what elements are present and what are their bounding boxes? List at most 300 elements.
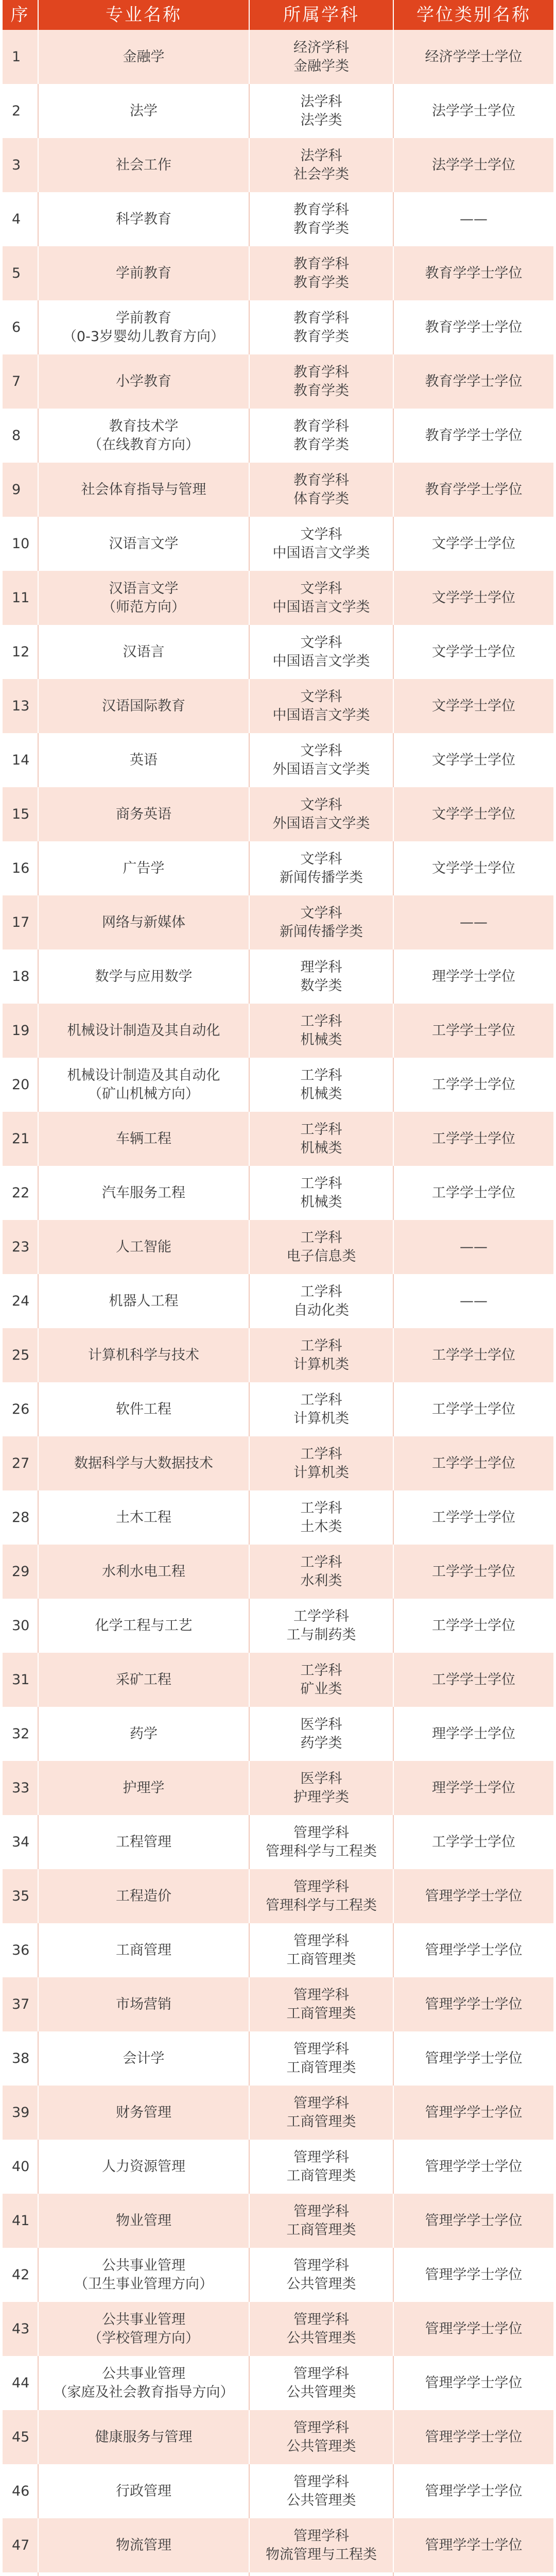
subject-line: 教育学类	[293, 220, 349, 236]
row-number: 6	[3, 300, 39, 354]
header-major-name: 专业名称	[39, 0, 250, 30]
row-number	[3, 2572, 39, 2576]
major-name	[39, 1545, 250, 1599]
major-name-line: 社会体育指导与管理	[81, 481, 206, 498]
row-number: 33	[3, 1761, 39, 1815]
subject-line: 文学科	[300, 635, 342, 651]
table-row	[3, 2356, 553, 2410]
row-number: 24	[3, 1274, 39, 1328]
major-name-line: 机械设计制造及其自动化	[67, 1067, 220, 1084]
row-number: 10	[3, 517, 39, 571]
table-header	[3, 0, 553, 30]
degree-type: 管理学学士学位	[425, 2266, 523, 2283]
degree-type: ——	[460, 1293, 488, 1309]
row-number: 15	[3, 787, 39, 841]
major-name-line: 市场营销	[116, 1996, 171, 2012]
table-row	[3, 517, 553, 571]
table-row	[3, 1977, 553, 2031]
degree-type: 文学学士学位	[432, 698, 515, 714]
subject-line: 教育学科	[293, 364, 349, 381]
degree-type: 文学学士学位	[432, 752, 515, 768]
subject-line: 工商管理类	[286, 2005, 356, 2022]
major-name	[39, 300, 250, 354]
table-row	[3, 1436, 553, 1490]
subject-line: 工学学科	[293, 1608, 349, 1625]
subject-line: 管理学科	[293, 2528, 349, 2545]
subject-line: 机械类	[300, 1194, 342, 1210]
degree-type: 法学学士学位	[432, 157, 515, 173]
major-name	[39, 1328, 250, 1382]
subject-line: 工商管理类	[286, 2167, 356, 2184]
subject	[250, 679, 394, 733]
major-name-line: 水利水电工程	[102, 1563, 185, 1580]
major-name-line: 工商管理	[116, 1942, 171, 1958]
subject-line: 管理学科	[293, 2312, 349, 2328]
major-name-line: 汉语言文学	[109, 581, 179, 597]
row-number: 11	[3, 571, 39, 625]
major-name	[39, 787, 250, 841]
major-name	[39, 625, 250, 679]
major-name	[39, 679, 250, 733]
subject	[250, 246, 394, 300]
subject-line: 工学科	[300, 1392, 342, 1409]
subject-line: 文学科	[300, 851, 342, 868]
subject	[250, 1653, 394, 1707]
degree-type: ——	[460, 211, 488, 227]
degree-type: 工学学士学位	[432, 1455, 515, 1471]
row-number: 25	[3, 1328, 39, 1382]
degree-type: 教育学学士学位	[425, 265, 523, 281]
major-name-line: 行政管理	[116, 2483, 171, 2499]
degree-type: 文学学士学位	[432, 806, 515, 822]
row-number: 29	[3, 1545, 39, 1599]
subject-line: 工学科	[300, 1446, 342, 1463]
majors-table	[3, 0, 553, 2576]
subject	[250, 300, 394, 354]
subject-line: 外国语言文学类	[272, 815, 370, 832]
major-name-line: 学前教育	[116, 310, 171, 327]
row-number: 22	[3, 1166, 39, 1220]
subject	[250, 409, 394, 463]
row-number: 3	[3, 138, 39, 192]
subject-line: 教育学类	[293, 274, 349, 291]
subject	[250, 517, 394, 571]
subject-line: 工学科	[300, 1554, 342, 1571]
degree-type: 工学学士学位	[432, 1130, 515, 1147]
major-name	[39, 1274, 250, 1328]
row-number: 12	[3, 625, 39, 679]
row-number: 35	[3, 1869, 39, 1923]
subject-line: 土木类	[300, 1518, 342, 1535]
major-name-line: （卫生事业管理方向）	[74, 2276, 213, 2292]
row-number: 7	[3, 354, 39, 409]
table-row	[3, 354, 553, 409]
degree-type: 教育学学士学位	[425, 319, 523, 335]
subject-line: 管理学科	[293, 1879, 349, 1895]
major-name	[39, 409, 250, 463]
header-degree-type: 学位类别名称	[416, 4, 531, 25]
subject-line: 公共管理类	[286, 2276, 356, 2292]
subject-line: 管理学科	[293, 2258, 349, 2274]
subject-line: 金融学类	[293, 58, 349, 74]
table-row	[3, 895, 553, 950]
major-name-line: 物业管理	[116, 2212, 171, 2229]
table-row	[3, 463, 553, 517]
subject-line: 文学科	[300, 797, 342, 814]
subject-line: 管理学科	[293, 1825, 349, 1841]
table-row	[3, 2410, 553, 2464]
subject	[250, 2572, 394, 2576]
table-row	[3, 1545, 553, 1599]
row-number: 43	[3, 2302, 39, 2356]
row-number: 42	[3, 2248, 39, 2302]
subject-line: 法学科	[300, 94, 342, 110]
table-row	[3, 1815, 553, 1869]
table-row	[3, 2302, 553, 2356]
degree-type: 工学学士学位	[432, 1509, 515, 1526]
subject	[250, 463, 394, 517]
major-name-line: （学校管理方向）	[88, 2330, 199, 2346]
subject	[250, 1599, 394, 1653]
subject-line: 外国语言文学类	[272, 761, 370, 777]
subject	[250, 2140, 394, 2194]
degree-type: 理学学士学位	[432, 1780, 515, 1796]
subject-line: 工商管理类	[286, 2059, 356, 2076]
table-row	[3, 2086, 553, 2140]
major-name	[39, 1382, 250, 1436]
table-row	[3, 733, 553, 787]
major-name-line: 护理学	[123, 1780, 165, 1796]
row-number: 46	[3, 2464, 39, 2518]
degree-type: 理学学士学位	[432, 1725, 515, 1742]
degree-type: 管理学学士学位	[425, 2537, 523, 2553]
table-row	[3, 192, 553, 246]
row-number: 4	[3, 192, 39, 246]
table-row	[3, 787, 553, 841]
major-name-line: 商务英语	[116, 806, 171, 822]
subject-line: 经济学科	[293, 40, 349, 56]
subject	[250, 2410, 394, 2464]
header-subject: 所属学科	[250, 0, 394, 30]
table-body	[3, 30, 553, 2576]
major-name-line: 公共事业管理	[102, 2258, 185, 2274]
subject-line: 管理学科	[293, 2420, 349, 2436]
subject	[250, 2518, 394, 2572]
major-name-line: （家庭及社会教育指导方向）	[53, 2384, 234, 2400]
subject	[250, 2356, 394, 2410]
major-name	[39, 1112, 250, 1166]
subject	[250, 2086, 394, 2140]
subject-line: 法学科	[300, 148, 342, 164]
major-name	[39, 1166, 250, 1220]
major-name	[39, 2248, 250, 2302]
subject-line: 工学科	[300, 1284, 342, 1300]
row-number: 34	[3, 1815, 39, 1869]
degree-type: 文学学士学位	[432, 535, 515, 552]
table-row	[3, 1328, 553, 1382]
major-name	[39, 2464, 250, 2518]
major-name-line: 机器人工程	[109, 1293, 179, 1309]
degree-type: 文学学士学位	[432, 643, 515, 660]
major-name-line: 汉语国际教育	[102, 698, 185, 714]
major-name	[39, 1004, 250, 1058]
degree-type: 管理学学士学位	[425, 1996, 523, 2012]
degree-type: 管理学学士学位	[425, 2483, 523, 2499]
degree-type: 文学学士学位	[432, 589, 515, 606]
subject-line: 工学科	[300, 1663, 342, 1679]
subject-line: 教育学科	[293, 418, 349, 435]
row-number: 8	[3, 409, 39, 463]
table-row	[3, 1869, 553, 1923]
degree-type: 教育学学士学位	[425, 373, 523, 389]
subject	[250, 30, 394, 84]
degree-type: 工学学士学位	[432, 1617, 515, 1634]
major-name-line: （0-3岁婴幼儿教育方向）	[62, 328, 225, 345]
degree-type: 教育学学士学位	[425, 427, 523, 444]
subject	[250, 2031, 394, 2086]
subject-line: 文学科	[300, 689, 342, 705]
major-name	[39, 841, 250, 895]
row-number: 17	[3, 895, 39, 950]
table-row	[3, 1761, 553, 1815]
row-number: 44	[3, 2356, 39, 2410]
major-name	[39, 1707, 250, 1761]
subject-line: 文学科	[300, 743, 342, 759]
degree-type: 经济学学士学位	[425, 48, 523, 65]
major-name	[39, 1436, 250, 1490]
header-number: 序	[3, 0, 39, 30]
row-number: 38	[3, 2031, 39, 2086]
major-name	[39, 2086, 250, 2140]
major-name-line: 土木工程	[116, 1509, 171, 1526]
subject	[250, 950, 394, 1004]
subject	[250, 1382, 394, 1436]
subject-line: 计算机类	[293, 1356, 349, 1372]
subject-line: 中国语言文学类	[272, 707, 370, 723]
major-name	[39, 1869, 250, 1923]
subject-line: 工学科	[300, 1338, 342, 1354]
major-name	[39, 1220, 250, 1274]
row-number: 45	[3, 2410, 39, 2464]
major-name-line: 车辆工程	[116, 1130, 171, 1147]
table-row	[3, 138, 553, 192]
table-row	[3, 1004, 553, 1058]
major-name	[39, 1977, 250, 2031]
subject-line: 中国语言文学类	[272, 599, 370, 615]
subject-line: 工学科	[300, 1067, 342, 1084]
subject-line: 计算机类	[293, 1464, 349, 1481]
major-name-line: 药学	[130, 1725, 158, 1742]
subject	[250, 1490, 394, 1545]
subject-line: 中国语言文学类	[272, 545, 370, 561]
degree-type: 教育学学士学位	[425, 481, 523, 498]
subject	[250, 1869, 394, 1923]
major-name-line: 物流管理	[116, 2537, 171, 2553]
major-name-line: 软件工程	[116, 1401, 171, 1417]
subject-line: 管理科学与工程类	[266, 1897, 377, 1913]
subject	[250, 1058, 394, 1112]
subject-line: 管理学科	[293, 1987, 349, 2004]
subject	[250, 787, 394, 841]
major-name-line: （在线教育方向）	[88, 436, 199, 453]
major-name-line: 人力资源管理	[102, 2158, 185, 2175]
subject-line: 体育学类	[293, 490, 349, 507]
subject-line: 工学科	[300, 1122, 342, 1138]
degree-type: 工学学士学位	[432, 1076, 515, 1093]
row-number: 13	[3, 679, 39, 733]
table-row	[3, 1166, 553, 1220]
subject-line: 中国语言文学类	[272, 653, 370, 669]
subject	[250, 1815, 394, 1869]
subject	[250, 1923, 394, 1977]
major-name-line: 公共事业管理	[102, 2312, 185, 2328]
row-number: 37	[3, 1977, 39, 2031]
major-name	[39, 1653, 250, 1707]
major-name-line: 英语	[130, 752, 158, 768]
major-name	[39, 2572, 250, 2576]
major-name	[39, 895, 250, 950]
degree-type: 管理学学士学位	[425, 2320, 523, 2337]
row-number: 31	[3, 1653, 39, 1707]
subject-line: 物流管理与工程类	[266, 2546, 377, 2563]
subject-line: 教育学科	[293, 202, 349, 218]
subject-line: 矿业类	[300, 1681, 342, 1697]
major-name-line: 法学	[130, 103, 158, 119]
row-number: 32	[3, 1707, 39, 1761]
subject-line: 理学科	[300, 959, 342, 976]
subject	[250, 1328, 394, 1382]
subject	[250, 1220, 394, 1274]
subject	[250, 841, 394, 895]
table-row	[3, 950, 553, 1004]
degree-type: 管理学学士学位	[425, 2050, 523, 2066]
degree-type: 管理学学士学位	[425, 2104, 523, 2121]
subject-line: 管理学科	[293, 1933, 349, 1950]
subject-line: 教育学科	[293, 310, 349, 327]
subject-line: 机械类	[300, 1031, 342, 1048]
major-name-line: 机械设计制造及其自动化	[67, 1022, 220, 1039]
table-row	[3, 246, 553, 300]
subject	[250, 1274, 394, 1328]
major-name-line: 金融学	[123, 48, 165, 65]
table-row	[3, 2572, 553, 2576]
major-name-line: 数学与应用数学	[95, 968, 193, 985]
major-name	[39, 1761, 250, 1815]
table-row	[3, 300, 553, 354]
major-name-line: 会计学	[123, 2050, 165, 2066]
subject-line: 工学科	[300, 1500, 342, 1517]
table-row	[3, 1599, 553, 1653]
table-row	[3, 1490, 553, 1545]
degree-type: 管理学学士学位	[425, 2375, 523, 2391]
row-number: 36	[3, 1923, 39, 1977]
table-row	[3, 679, 553, 733]
major-name	[39, 1490, 250, 1545]
subject-line: 教育学科	[293, 472, 349, 489]
row-number: 47	[3, 2518, 39, 2572]
degree-type: 工学学士学位	[432, 1022, 515, 1039]
table-row	[3, 84, 553, 138]
subject-line: 工与制药类	[286, 1626, 356, 1643]
subject	[250, 138, 394, 192]
table-row	[3, 1382, 553, 1436]
subject-line: 医学科	[300, 1771, 342, 1787]
subject-line: 工商管理类	[286, 2222, 356, 2238]
row-number: 9	[3, 463, 39, 517]
degree-type: 工学学士学位	[432, 1834, 515, 1850]
degree-type: 管理学学士学位	[425, 1942, 523, 1958]
subject-line: 自动化类	[293, 1302, 349, 1318]
subject-line: 机械类	[300, 1140, 342, 1156]
major-name-line: 小学教育	[116, 373, 171, 389]
row-number: 27	[3, 1436, 39, 1490]
subject-line: 公共管理类	[286, 2492, 356, 2509]
row-number: 16	[3, 841, 39, 895]
major-name-line: 化学工程与工艺	[95, 1617, 193, 1634]
degree-type: 工学学士学位	[432, 1347, 515, 1363]
major-name	[39, 517, 250, 571]
subject-line: 机械类	[300, 1086, 342, 1102]
subject-line: 管理学科	[293, 2041, 349, 2058]
subject	[250, 733, 394, 787]
subject	[250, 571, 394, 625]
major-name	[39, 1815, 250, 1869]
table-row	[3, 1274, 553, 1328]
subject-line: 法学类	[300, 112, 342, 128]
subject	[250, 2248, 394, 2302]
major-name-line: 汉语言	[123, 643, 165, 660]
subject-line: 教育学类	[293, 328, 349, 345]
table-row	[3, 1220, 553, 1274]
major-name-line: 学前教育	[116, 265, 171, 281]
subject	[250, 1112, 394, 1166]
row-number: 1	[3, 30, 39, 84]
major-name-line: 工程造价	[116, 1888, 171, 1904]
row-number: 19	[3, 1004, 39, 1058]
major-name	[39, 138, 250, 192]
row-number: 39	[3, 2086, 39, 2140]
degree-type: 文学学士学位	[432, 860, 515, 876]
major-name-line: 人工智能	[116, 1239, 171, 1255]
subject	[250, 1761, 394, 1815]
row-number: 5	[3, 246, 39, 300]
degree-type: 工学学士学位	[432, 1184, 515, 1201]
subject-line: 公共管理类	[286, 2438, 356, 2454]
table-row	[3, 841, 553, 895]
subject	[250, 625, 394, 679]
subject-line: 管理学科	[293, 2095, 349, 2112]
major-name-line: 科学教育	[116, 211, 171, 227]
subject-line: 新闻传播学类	[280, 923, 363, 940]
major-name	[39, 354, 250, 409]
table-row	[3, 1653, 553, 1707]
major-name	[39, 2410, 250, 2464]
subject-line: 社会学类	[293, 166, 349, 182]
subject-line: 公共管理类	[286, 2384, 356, 2400]
row-number: 14	[3, 733, 39, 787]
major-name-line: 数据科学与大数据技术	[74, 1455, 213, 1471]
table-row	[3, 1707, 553, 1761]
subject-line: 文学科	[300, 527, 342, 543]
row-number: 2	[3, 84, 39, 138]
major-name-line: 汽车服务工程	[102, 1184, 185, 1201]
row-number: 21	[3, 1112, 39, 1166]
subject	[250, 1004, 394, 1058]
subject-line: 电子信息类	[286, 1248, 356, 1264]
major-name-line: 采矿工程	[116, 1671, 171, 1688]
subject-line: 药学类	[300, 1735, 342, 1751]
row-number: 30	[3, 1599, 39, 1653]
